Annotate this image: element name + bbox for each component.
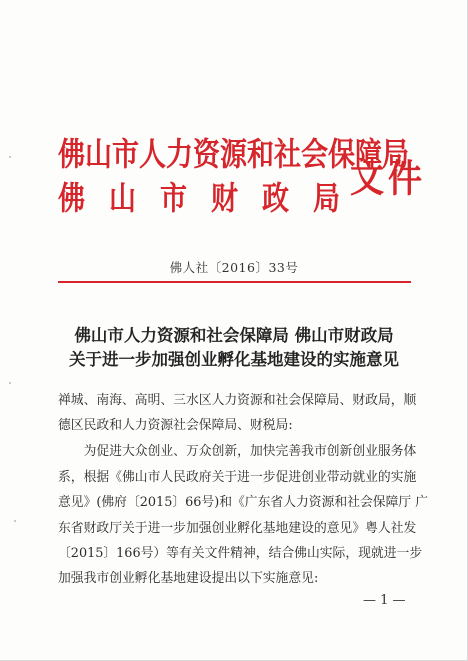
body-line: 禅城、南海、高明、三水区人力资源和社会保障局、财政局，顺 bbox=[58, 393, 417, 408]
issuer-name-line1: 佛山市人力资源和社会保障局 bbox=[58, 136, 409, 174]
document-header bbox=[58, 136, 426, 228]
document-number: 佛人社〔2016〕33号 bbox=[169, 260, 299, 275]
page-number: — 1 — bbox=[363, 593, 406, 608]
scan-speck bbox=[9, 156, 11, 158]
document-type-word: 文件 bbox=[350, 156, 426, 202]
scan-speck bbox=[14, 520, 16, 522]
issuer-name-line2: 佛山市财政局 bbox=[58, 180, 364, 218]
red-separator-rule bbox=[58, 281, 411, 283]
body-line: 为促进大众创业、万众创新，加快完善我市创新创业服务体 bbox=[58, 444, 417, 459]
document-title-line2: 关于进一步加强创业孵化基地建设的实施意见 bbox=[69, 350, 399, 369]
body-line: 加强我市创业孵化基地建设提出以下实施意见: bbox=[58, 571, 319, 586]
scan-speck bbox=[9, 382, 11, 384]
body-line: 〔2015〕166号）等有关文件精神，结合佛山实际，现就进一步 bbox=[58, 546, 423, 561]
document-title-line1: 佛山市人力资源和社会保障局 佛山市财政局 bbox=[74, 326, 394, 345]
body-line: 德区民政和人力资源社会保障局、财税局: bbox=[58, 418, 293, 433]
body-line: 东省财政厅关于进一步加强创业孵化基地建设的意见》粤人社发 bbox=[58, 521, 417, 536]
body-line: 系，根据《佛山市人民政府关于进一步促进创业带动就业的实施 bbox=[58, 470, 417, 485]
body-line: 意见》(佛府〔2015〕66号)和《广东省人力资源和社会保障厅 广 bbox=[58, 495, 429, 510]
